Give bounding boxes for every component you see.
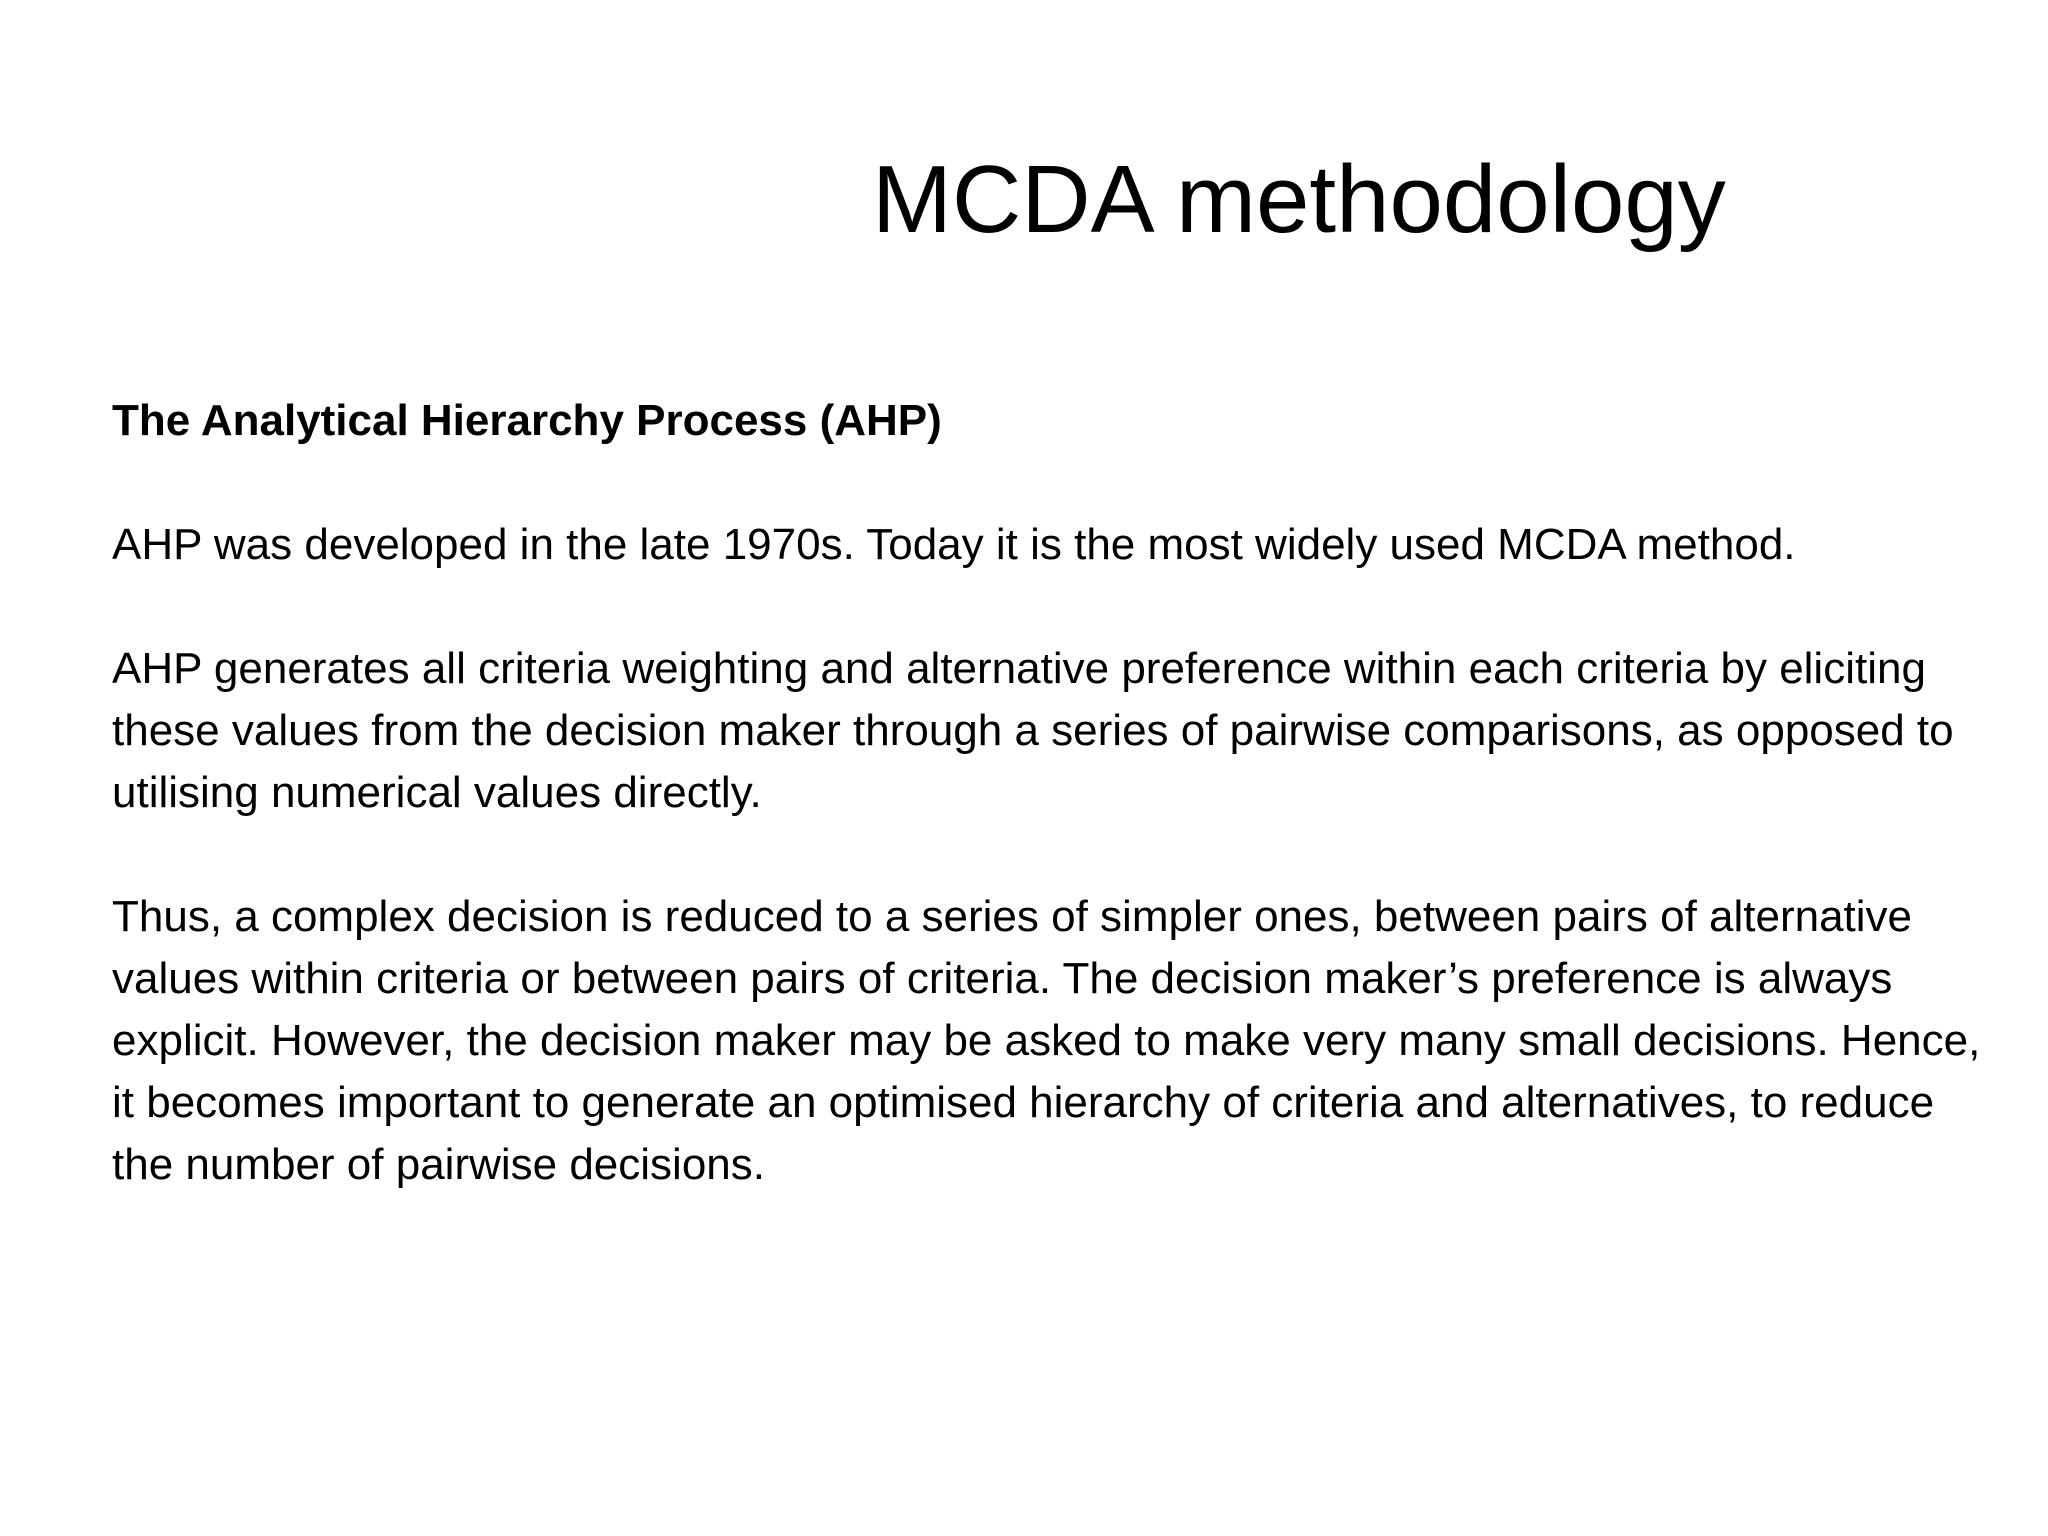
paragraph-history: AHP was developed in the late 1970s. Today it is the most widely used MCDA method. <box>112 520 1796 569</box>
slide-body <box>112 390 1992 1258</box>
paragraph-pairwise: AHP generates all criteria weighting and alternative preference within each criteria by eliciting these values from the decision maker through a series of pairwise comparisons, as opposed to utilising numerical values directly. <box>112 644 1954 817</box>
section-heading: The Analytical Hierarchy Process (AHP) <box>112 396 942 445</box>
paragraph-simplification: Thus, a complex decision is reduced to a series of simpler ones, between pairs of alternative values within criteria or between pairs of criteria. The decision maker’s preference is always explicit. However, the decision maker may be asked to make very many small decisions. Hence, it becomes important to generate an optimised hierarchy of criteria and alternatives, to reduce the number of pairwise decisions. <box>112 892 1981 1189</box>
slide-title: MCDA methodology <box>872 146 1726 253</box>
